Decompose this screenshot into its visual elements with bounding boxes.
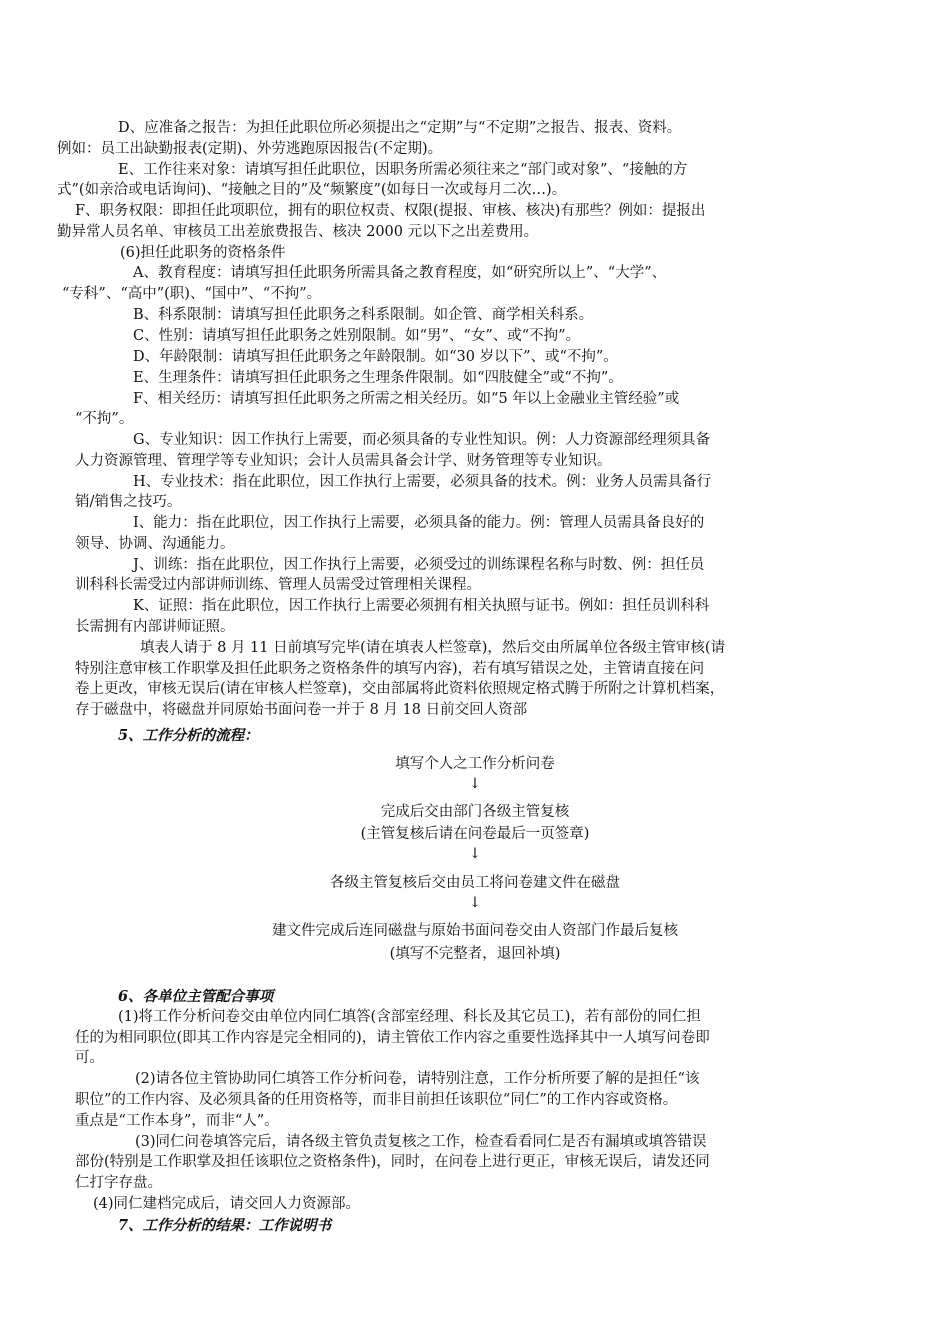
qualifications-title: (6)担任此职务的资格条件 [120,245,286,261]
flow-arrow-down-icon: ↓ [468,895,482,911]
item-3-line-1: (3)同仁问卷填答完后，请各级主管负责复核之工作，检查看看同仁是否有漏填或填答错误 [135,1134,707,1150]
qual-k-line-2: 长需拥有内部讲师证照。 [75,619,235,635]
filling-note-line-3: 卷上更改，审核无误后(请在审核人栏签章)，交由部属将此资料依照规定格式腾于所附之计算机档案， [75,681,725,697]
item-2-line-1: (2)请各位主管协助同仁填答工作分析问卷，请特别注意，工作分析所要了解的是担任“该 [135,1071,700,1087]
qual-b: B、科系限制：请填写担任此职务之科系限制。如企管、商学相关科系。 [133,307,594,323]
qual-a-line-2: “专科”、“高中”(职)、“国中”、“不拘”。 [62,286,322,302]
qual-g-line-2: 人力资源管理、管理学等专业知识；会计人员需具备会计学、财务管理等专业知识。 [75,453,612,469]
item-2-line-3: 重点是“工作本身”，而非“人”。 [75,1113,279,1129]
section-f-line-2: 勤异常人员名单、审核员工出差旅费报告、核决 2000 元以下之出差费用。 [57,224,539,240]
filling-note-line-2: 特别注意审核工作职掌及担任此职务之资格条件的填写内容)，若有填写错误之处，主管请直接在问 [75,661,705,677]
item-4: (4)同仁建档完成后，请交回人力资源部。 [93,1196,361,1212]
flow-arrow-down-icon: ↓ [468,846,482,862]
section-d-line-2: 例如：员工出缺勤报表(定期)、外劳逃跑原因报告(不定期)。 [57,141,443,157]
qual-h-line-1: H、专业技术：指在此职位，因工作执行上需要，必须具备的技术。例：业务人员需具备行 [133,474,712,490]
qual-a-line-1: A、教育程度：请填写担任此职务所需具备之教育程度，如“研究所以上”、“大学”、 [133,265,667,281]
flow-step-4-note: (填写不完整者，退回补填) [389,946,561,962]
qual-f-line-2: “不拘”。 [75,411,134,427]
qual-i-line-1: I、能力：指在此职位，因工作执行上需要，必须具备的能力。例：管理人员需具备良好的 [133,515,705,531]
qual-h-line-2: 销/销售之技巧。 [75,494,182,510]
section-e-line-2: 式”(如亲洽或电话询问)、“接触之目的”及“频繁度”(如每日一次或每月二次…)。 [57,182,567,198]
section-d-line-1: D、应准备之报告：为担任此职位所必须提出之“定期”与“不定期”之报告、报表、资料。 [118,120,682,136]
qual-g-line-1: G、专业知识：因工作执行上需要，而必须具备的专业性知识。例：人力资源部经理须具备 [133,432,711,448]
filling-note-line-4: 存于磁盘中，将磁盘并同原始书面问卷一并于 8 月 18 日前交回人资部 [75,702,528,718]
item-1-line-2: 任的为相同职位(即其工作内容是完全相同的)，请主管依工作内容之重要性选择其中一人填写问卷即 [75,1030,710,1046]
item-3-line-2: 部份(特别是工作职掌及担任该职位之资格条件)，同时，在问卷上进行更正，审核无误后，请发还同 [75,1154,710,1170]
item-2-line-2: 职位”的工作内容、及必须具备的任用资格等，而非目前担任该职位“同仁”的工作内容或资格。 [75,1092,678,1108]
item-1-line-1: (1)将工作分析问卷交由单位内同仁填答(含部室经理、科长及其它员工)，若有部份的同仁担 [118,1009,701,1025]
item-1-line-3: 可。 [75,1050,104,1066]
flow-step-3: 各级主管复核后交由员工将问卷建文件在磁盘 [330,875,620,891]
flow-arrow-down-icon: ↓ [468,776,482,792]
heading-job-description: 7、工作分析的结果：工作说明书 [118,1217,332,1234]
flow-step-2-note: (主管复核后请在问卷最后一页签章) [360,826,590,842]
heading-workflow: 5、工作分析的流程： [118,727,259,744]
filling-note-line-1: 填表人请于 8 月 11 日前填写完毕(请在填表人栏签章)，然后交由所属单位各级主管审核(请 [140,640,726,656]
qual-i-line-2: 领导、协调、沟通能力。 [75,536,235,552]
qual-c: C、性别：请填写担任此职务之姓别限制。如“男”、“女”、或“不拘”。 [133,328,581,344]
qual-j-line-1: J、训练：指在此职位，因工作执行上需要，必须受过的训练课程名称与时数、例：担任员 [133,557,705,573]
qual-k-line-1: K、证照：指在此职位，因工作执行上需要必须拥有相关执照与证书。例如：担任员训科科 [133,598,710,614]
flow-step-4: 建文件完成后连同磁盘与原始书面问卷交由人资部门作最后复核 [272,923,678,939]
section-e-line-1: E、工作往来对象：请填写担任此职位，因职务所需必须往来之“部门或对象”、“接触的方 [118,162,688,178]
flow-step-1: 填写个人之工作分析问卷 [395,756,555,772]
section-f-line-1: F、职务权限：即担任此项职位，拥有的职位权责、权限(提报、审核、核决)有那些？例如：提报出 [75,203,706,219]
qual-j-line-2: 训科科长需受过内部讲师训练、管理人员需受过管理相关课程。 [75,577,481,593]
heading-supervisor-items: 6、各单位主管配合事项 [118,988,274,1005]
qual-d: D、年龄限制：请填写担任此职务之年龄限制。如“30 岁以下”、或“不拘”。 [133,349,618,365]
item-3-line-3: 仁打字存盘。 [75,1175,162,1191]
qual-f-line-1: F、相关经历：请填写担任此职务之所需之相关经历。如“5 年以上金融业主管经验”或 [133,391,680,407]
flow-step-2: 完成后交由部门各级主管复核 [380,804,570,820]
qual-e: E、生理条件：请填写担任此职务之生理条件限制。如“四肢健全”或“不拘”。 [133,370,623,386]
